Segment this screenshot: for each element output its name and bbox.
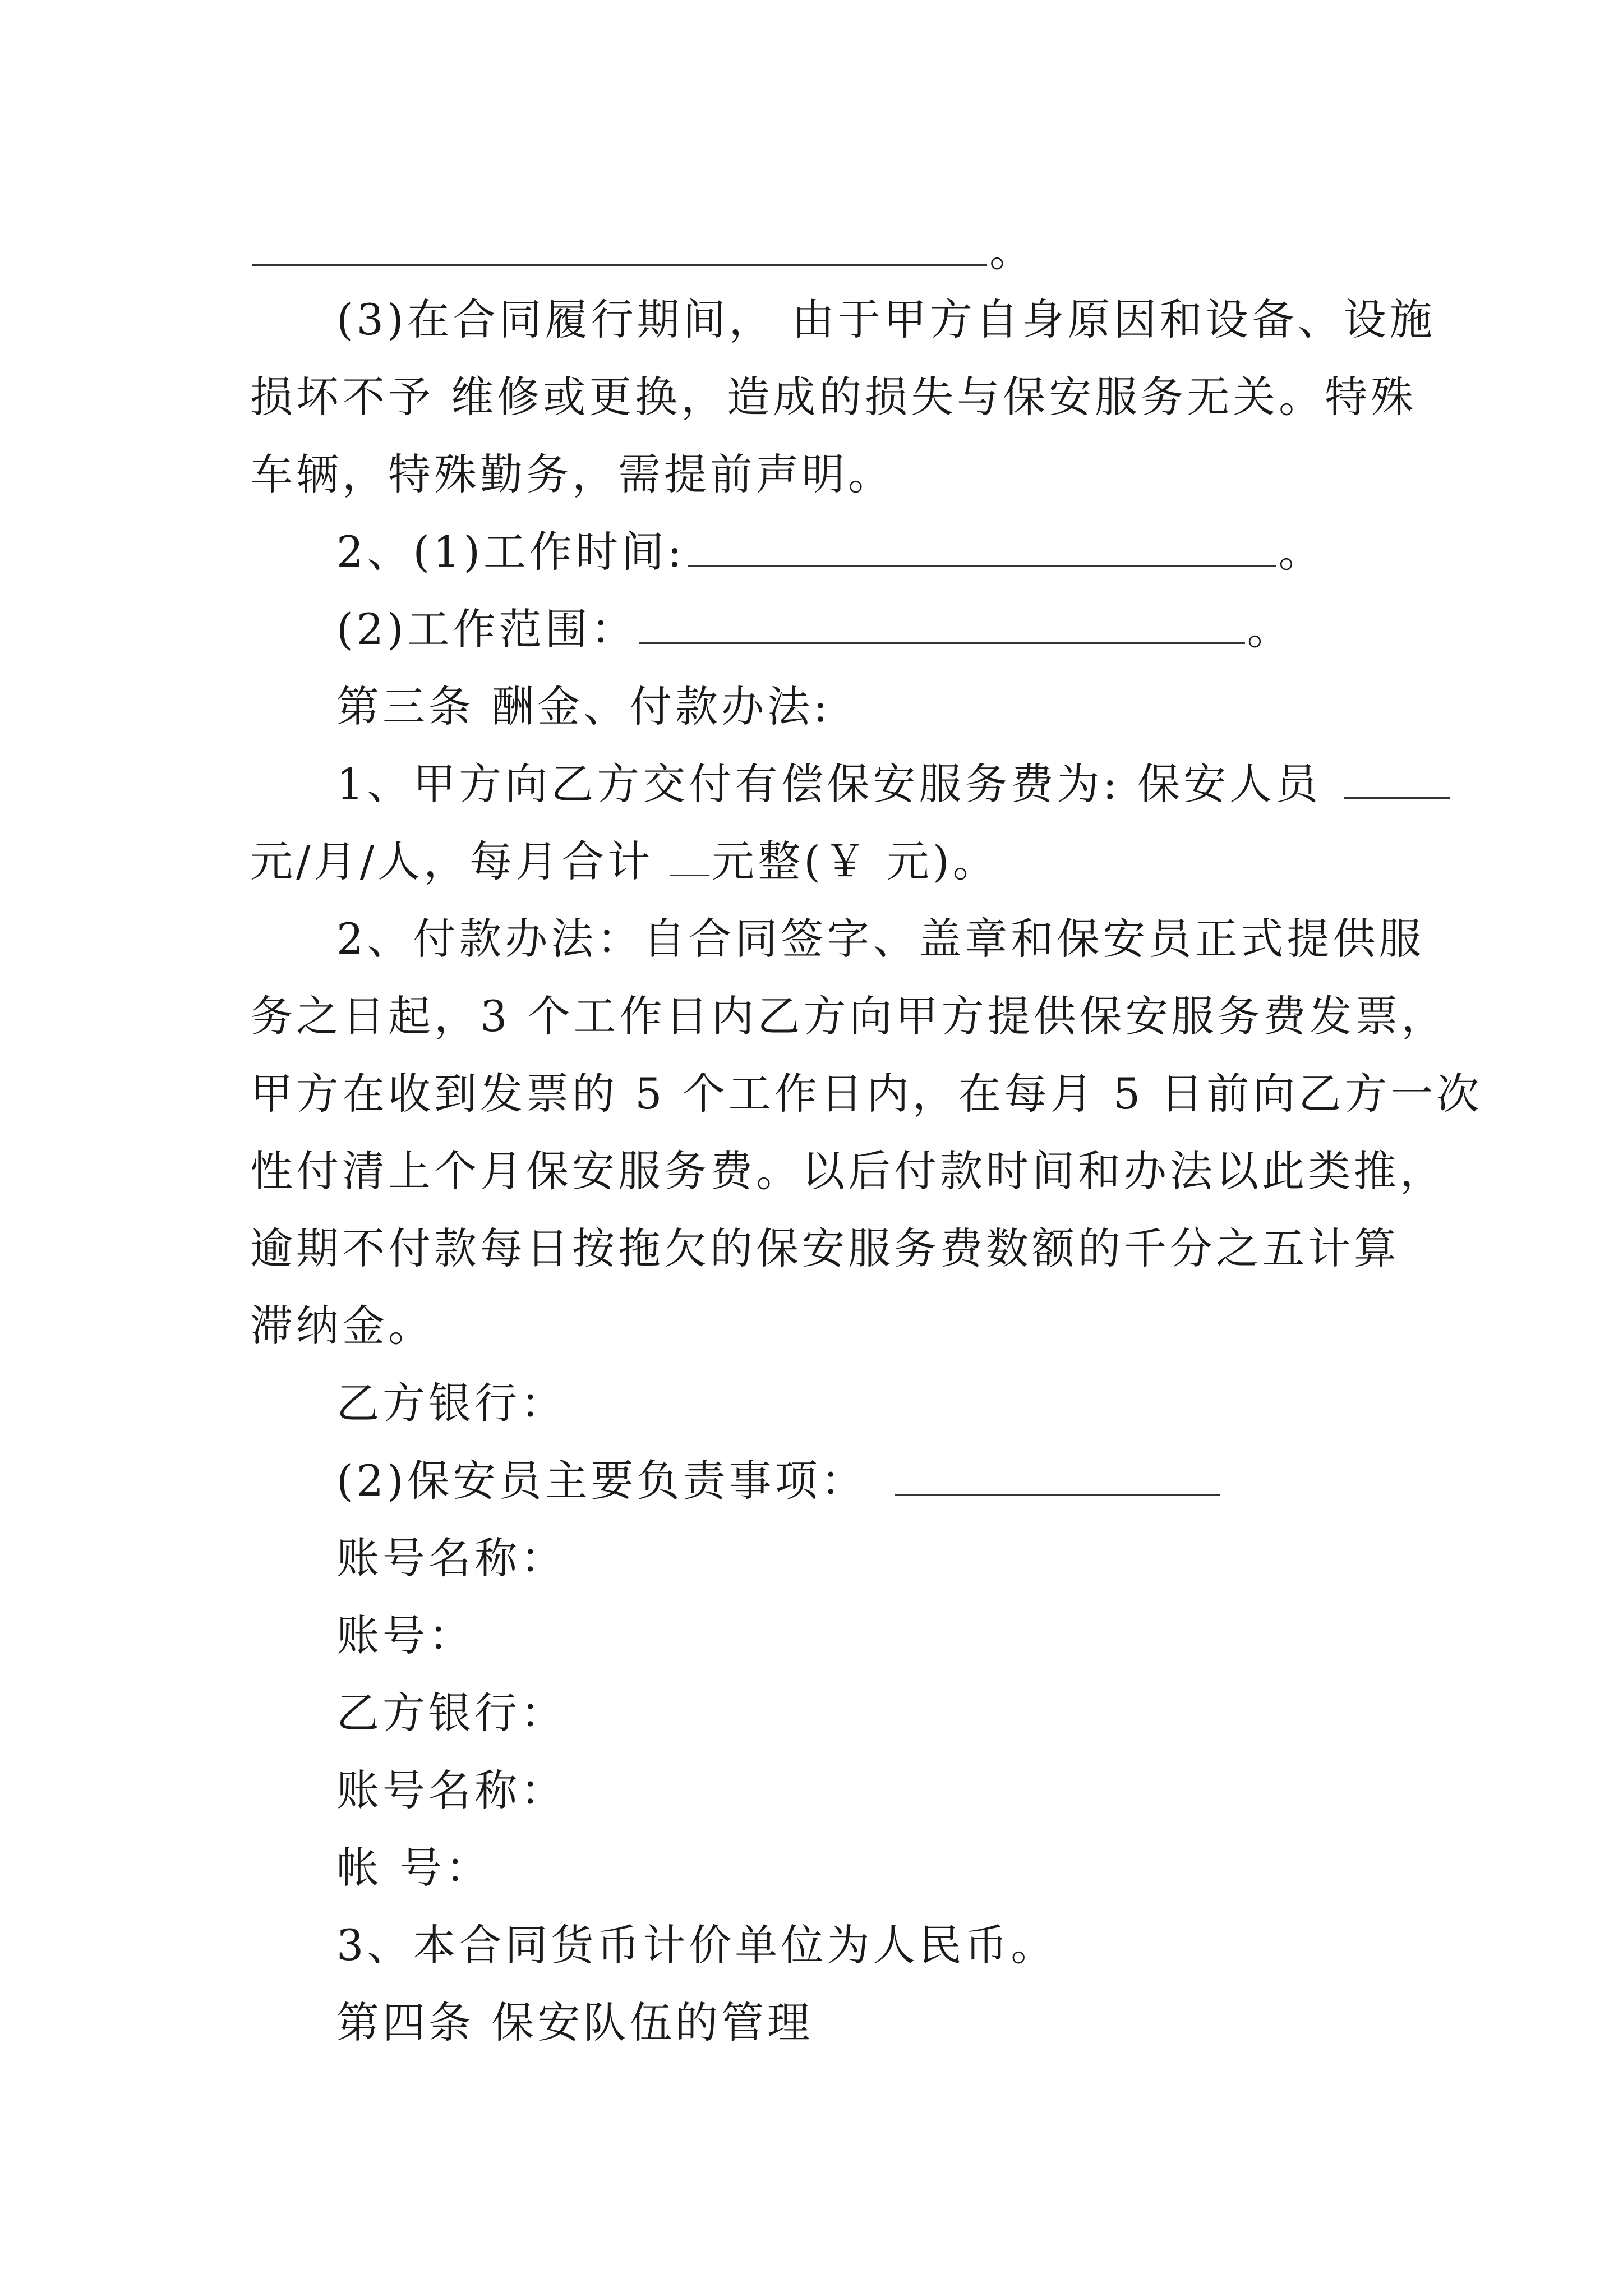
article-4-title: 第四条 保安队伍的管理 [336, 1998, 814, 2047]
duty-blank [895, 1493, 1220, 1496]
account-no-line-2: 帐 号： [336, 1843, 492, 1893]
work-time-line [336, 527, 1325, 577]
bank-line-2: 乙方银行： [336, 1688, 566, 1738]
work-scope-line [336, 604, 1293, 654]
account-no-line-1: 账号： [336, 1611, 474, 1660]
payment-line-1: 2、付款办法：自合同签字、盖章和保安员正式提供服 [336, 914, 1425, 964]
work-scope-end: 。 [1247, 604, 1293, 654]
work-scope-blank [639, 642, 1245, 644]
article-3-title: 第三条 酬金、付款办法: [336, 682, 831, 731]
duty-line [336, 1456, 1223, 1506]
work-time-end: 。 [1278, 527, 1325, 577]
payment-line-4: 性付清上个月保安服务费。以后付款时间和办法以此类推， [250, 1146, 1446, 1196]
fee-line-2 [250, 836, 999, 886]
paragraph-3-line-1: (3)在合同履行期间， 由于甲方自身原因和设备、设施 [336, 295, 1436, 344]
fee-line-1-text: 1、甲方向乙方交付有偿保安服务费为: 保安人员 [336, 759, 1322, 809]
account-name-line-1: 账号名称： [336, 1533, 566, 1583]
fee-per-person-blank [1344, 797, 1450, 799]
paragraph-3-line-2: 损坏不予 维修或更换，造成的损失与保安服务无关。特殊 [250, 372, 1417, 422]
fee-line-2-text-a: 元/月/人，每月合计 [250, 836, 654, 886]
account-name-line-2: 账号名称： [336, 1765, 566, 1815]
work-time-label: 2、(1)工作时间: [336, 527, 685, 577]
bank-line-1: 乙方银行： [336, 1378, 566, 1428]
work-scope-label: (2)工作范围： [336, 604, 637, 654]
fill-line-continuation [250, 226, 1035, 276]
fee-total-blank [670, 874, 709, 876]
payment-line-6: 滞纳金。 [250, 1301, 434, 1351]
payment-line-2: 务之日起，3 个工作日内乙方向甲方提供保安服务费发票， [250, 991, 1447, 1041]
payment-line-5: 逾期不付款每日按拖欠的保安服务费数额的千分之五计算 [250, 1223, 1400, 1273]
fee-line-1 [336, 759, 1453, 809]
blank-underline [252, 264, 987, 266]
paragraph-3-line-3: 车辆，特殊勤务，需提前声明。 [250, 449, 894, 499]
work-time-blank [688, 564, 1276, 567]
currency-line: 3、本合同货币计价单位为人民币。 [336, 1920, 1057, 1970]
fee-line-2-text-b: 元整(￥ 元)。 [712, 836, 999, 886]
line-end-mark: 。 [989, 226, 1035, 276]
payment-line-3: 甲方在收到发票的 5 个工作日内，在每月 5 日前向乙方一次 [250, 1069, 1483, 1119]
duty-label: (2)保安员主要负责事项： [336, 1456, 867, 1506]
